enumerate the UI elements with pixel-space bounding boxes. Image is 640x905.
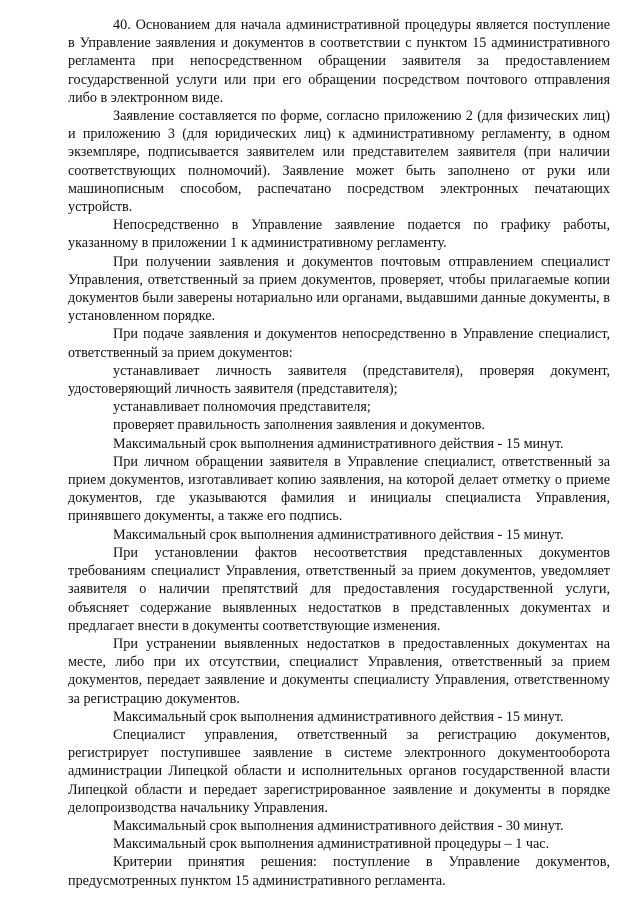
paragraph-application-form: Заявление составляется по форме, согласно приложению 2 (для физических лиц) и приложению 3 (для юридических лиц) к административному регламенту, в одном экземпляре, подписывается заявителем или представителем заявителя (при наличии соответствующих полномочий). Заявление может быть заполнено от руки или машинописным способом, распечатано посредством электронных печатающих устройств. — [68, 108, 610, 216]
paragraph-direct-submission: При подаче заявления и документов непосредственно в Управление специалист, ответственный за прием документов: — [68, 326, 610, 361]
paragraph-identity-check: устанавливает личность заявителя (представителя), проверяя документ, удостоверяющий личность заявителя (представителя); — [68, 362, 610, 398]
paragraph-grounds: 40. Основанием для начала административной процедуры является поступление в Управление заявления и документов в соответствии с пунктом 15 административного регламента при непосредственном обращении заявителя за предоставлением государственной услуги или при его обращении посредством почтового отправления либо в электронном виде. — [68, 17, 610, 106]
paragraph-authority-check: устанавливает полномочия представителя; — [113, 399, 371, 416]
paragraph-procedure-time-limit: Максимальный срок выполнения административной процедуры – 1 час. — [113, 836, 550, 853]
paragraph-time-limit: Максимальный срок выполнения административного действия - 15 минут. — [113, 526, 564, 543]
paragraph-time-limit: Максимальный срок выполнения административного действия - 30 минут. — [113, 817, 564, 834]
paragraph-time-limit: Максимальный срок выполнения административного действия - 15 минут. — [113, 708, 564, 725]
paragraph-personal-visit: При личном обращении заявителя в Управление специалист, ответственный за прием документов, изготавливает копию заявления, на которой делает отметку о приеме документов, где указываются фамилия и инициалы специалиста Управления, принявшего документы, а также его подпись. — [68, 453, 610, 525]
paragraph-time-limit: Максимальный срок выполнения административного действия - 15 минут. — [113, 435, 564, 452]
paragraph-nonconformity: При установлении фактов несоответствия представленных документов требованиям специалист Управления, ответственный за прием документов, уведомляет заявителя о наличии препятствий для предоставления государственной услуги, объясняет содержание выявленных недостатков в представленных документах и предлагает внести в документы соответствующие изменения. — [68, 544, 610, 634]
paragraph-form-check: проверяет правильность заполнения заявления и документов. — [113, 417, 486, 434]
paragraph-correction-transfer: При устранении выявленных недостатков в предоставленных документах на месте, либо при их отсутствии, специалист Управления, ответственный за прием документов, передает заявление и документы специалисту Управления, ответственному за регистрацию документов. — [68, 635, 610, 707]
paragraph-registration: Специалист управления, ответственный за регистрацию документов, регистрирует поступившее заявление в системе электронного документооборота администрации Липецкой области и исполнительных органов государственной власти Липецкой области и передает зарегистрированное заявление и документы в порядке делопроизводства начальнику Управления. — [68, 726, 610, 816]
paragraph-decision-criteria: Критерии принятия решения: поступление в Управление документов, предусмотренных пунктом 15 административного регламента. — [68, 854, 610, 889]
paragraph-work-schedule: Непосредственно в Управление заявление подается по графику работы, указанному в приложении 1 к административному регламенту. — [68, 217, 610, 252]
document-page — [68, 16, 610, 890]
paragraph-postal-receipt: При получении заявления и документов почтовым отправлением специалист Управления, ответственный за прием документов, проверяет, чтобы прилагаемые копии документов были заверены нотариально или органами, выдавшими данные документы, в установленном порядке. — [68, 253, 610, 325]
